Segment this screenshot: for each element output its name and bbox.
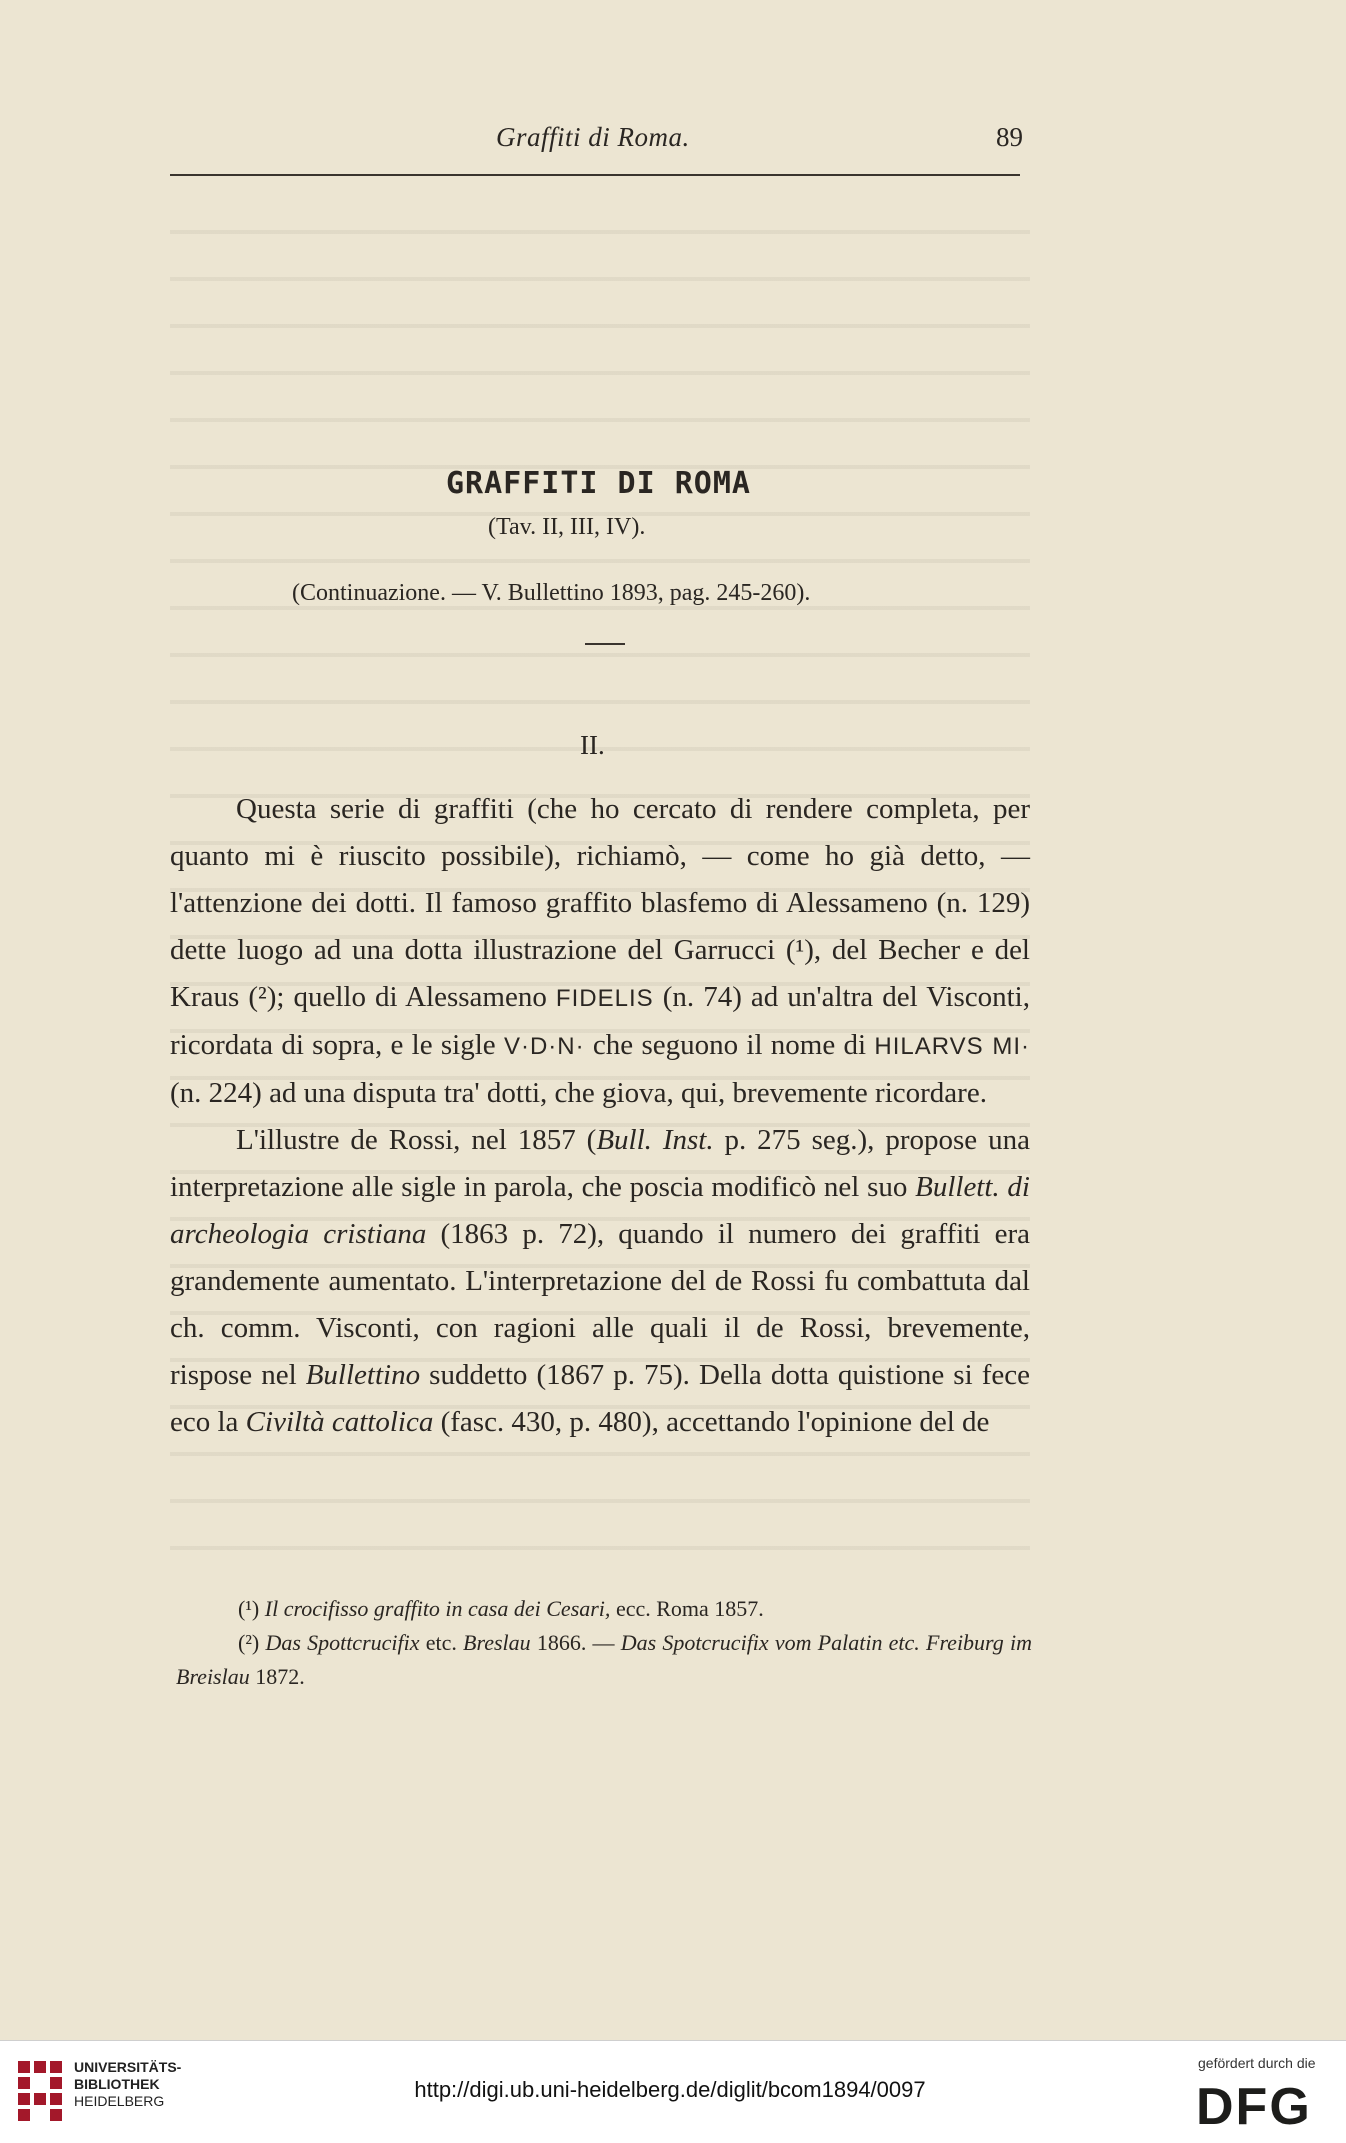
section-number: II. — [580, 730, 605, 760]
footnote-1: (¹) Il crocifisso graffito in casa dei Cesari, ecc. Roma 1857. — [238, 1596, 764, 1621]
library-name: UNIVERSITÄTS- BIBLIOTHEK HEIDELBERG — [74, 2059, 182, 2109]
section-divider — [585, 643, 625, 645]
university-library-logo-icon — [14, 2057, 66, 2125]
article-title: GRAFFITI DI ROMA — [446, 466, 751, 501]
small-caps-fidelis: FIDELIS — [555, 985, 654, 1012]
continuation-note: (Continuazione. — V. Bullettino 1893, pag. 245-260). — [292, 580, 811, 606]
footnotes — [176, 1592, 1032, 1694]
body-text — [170, 786, 1030, 1446]
small-caps-sigle: V·D·N· — [503, 1033, 585, 1060]
page-number: 89 — [996, 122, 1023, 152]
footnote-2: (²) Das Spottcrucifix etc. Breslau 1866. — Das Spotcrucifix vom Palatin etc. Freiburg im Breislau 1872. — [176, 1630, 1032, 1689]
footer-bar — [0, 2040, 1346, 2143]
paragraph-2: L'illustre de Rossi, nel 1857 (Bull. Inst. p. 275 seg.), propose una interpretazione alle sigle in parola, che poscia modificò nel suo Bullett. di archeologia cristiana (1863 p. 72), quando il numero dei graffiti era grandemente aumentato. L'interpretazione del de Rossi fu combattuta dal ch. comm. Visconti, con ragioni alle quali il de Rossi, brevemente, rispose nel Bullettino suddetto (1867 p. 75). Della dotta quistione si fece eco la Civiltà cattolica (fasc. 430, p. 480), accettando l'opinione del de — [170, 1124, 1030, 1438]
permalink-url[interactable]: http://digi.ub.uni-heidelberg.de/diglit/bcom1894/0097 — [414, 2077, 926, 2102]
dfg-logo: DFG — [1196, 2078, 1312, 2136]
header-rule — [170, 174, 1020, 176]
funded-by-label: gefördert durch die — [1198, 2055, 1316, 2071]
running-title: Graffiti di Roma. — [496, 122, 690, 152]
small-caps-hilarvs: HILARVS MI· — [874, 1033, 1030, 1060]
plates-reference: (Tav. II, III, IV). — [488, 514, 646, 540]
paragraph-1: Questa serie di graffiti (che ho cercato di rendere completa, per quanto mi è riuscito possibile), richiamò, — come ho già detto, — l'attenzione dei dotti. Il famoso graffito blasfemo di Alessameno (n. 129) dette luogo ad una dotta illustrazione del Garrucci (¹), del Becher e del Kraus (²); quello di Alessameno FIDELIS (n. 74) ad un'altra del Visconti, ricordata di sopra, e le sigle V·D·N· che seguono il nome di HILARVS MI· (n. 224) ad una disputa tra' dotti, che giova, qui, brevemente ricordare. — [170, 793, 1030, 1109]
